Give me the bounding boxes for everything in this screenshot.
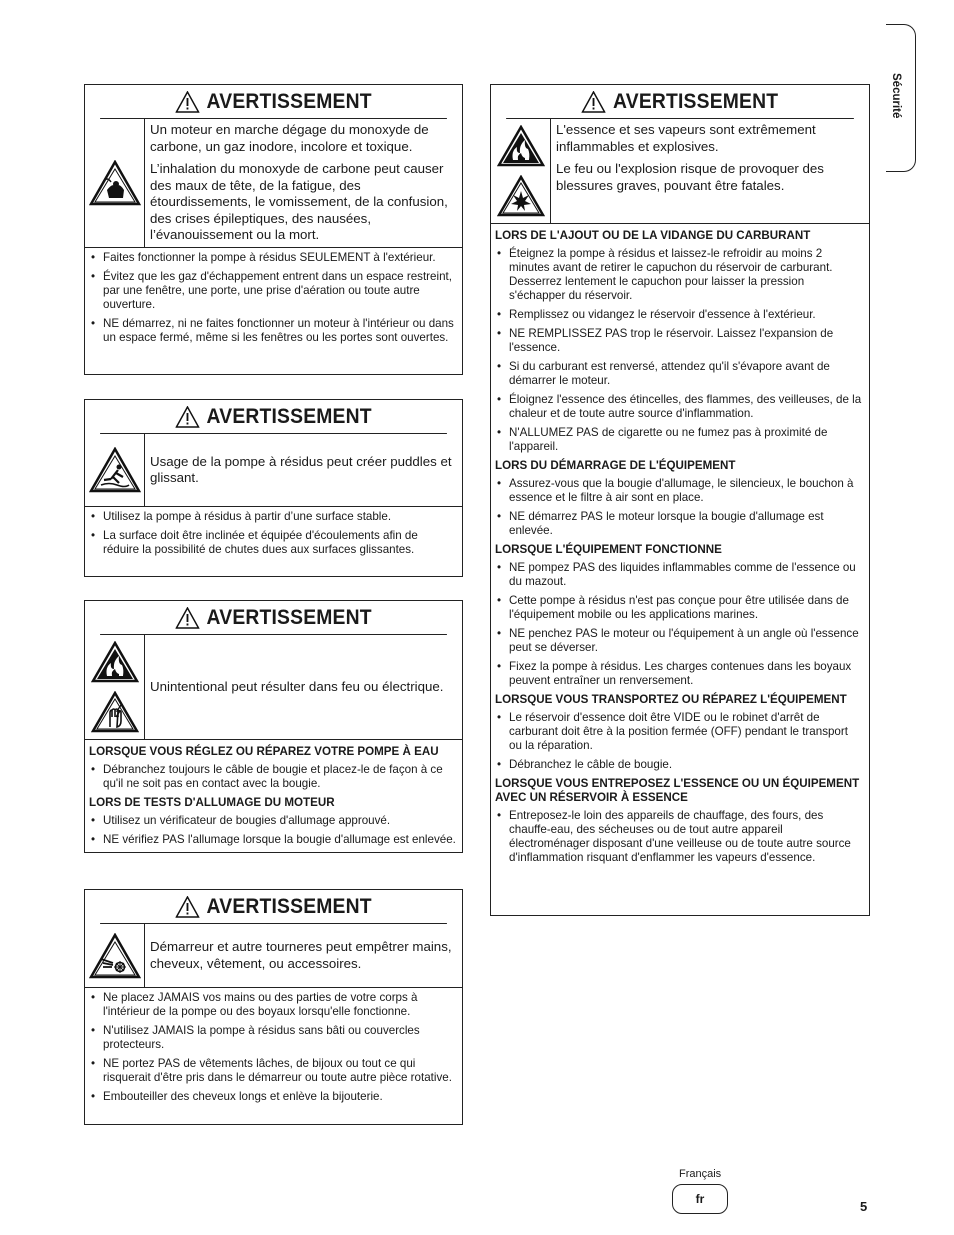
warning-title: AVERTISSEMENT xyxy=(206,894,372,918)
section-heading: LORSQUE L'ÉQUIPEMENT FONCTIONNE xyxy=(495,543,722,556)
list-item: • NE penchez PAS le moteur ou l'équipement à un angle où l'essence peut se déverser. xyxy=(495,627,863,655)
hazard-message: Unintentional peut résulter dans feu ou électrique. xyxy=(150,678,444,694)
warning-summary xyxy=(85,119,462,248)
list-item: • Débranchez toujours le câble de bougie et placez-le de façon à ce qu'il ne soit pas en contact avec la bougie. xyxy=(89,763,456,791)
warning-pictograms xyxy=(85,924,145,987)
alert-triangle-icon xyxy=(175,91,206,113)
section-tab xyxy=(886,24,916,172)
bullet-list xyxy=(89,510,456,557)
hazard-message: L'essence et ses vapeurs sont extrêmement inflammables et explosives. xyxy=(556,122,816,154)
bullet-list xyxy=(495,561,863,688)
section-tab-label: Sécurité xyxy=(890,73,902,119)
precaution-list xyxy=(85,507,462,566)
warning-box-slippery xyxy=(84,399,463,577)
list-item: • Débranchez le câble de bougie. xyxy=(495,758,863,772)
list-item: • Fixez la pompe à résidus. Les charges contenues dans les boyaux peuvent entraîner un renversement. xyxy=(495,660,863,688)
hazard-message: Le feu ou l'explosion risque de provoquer des blessures graves, pouvant être fatales. xyxy=(556,161,824,193)
list-item: • N'utilisez JAMAIS la pompe à résidus sans bâti ou couvercles protecteurs. xyxy=(89,1024,456,1052)
carbon-monoxide-icon xyxy=(89,160,141,206)
warning-messages xyxy=(145,635,462,739)
warning-summary xyxy=(85,635,462,740)
precaution-list xyxy=(491,224,869,874)
warning-messages xyxy=(145,924,462,987)
list-item: • NE pompez PAS des liquides inflammables comme de l'essence ou du mazout. xyxy=(495,561,863,589)
list-item: • NE portez PAS de vêtements lâches, de bijoux ou tout ce qui risquerait d'être pris dans le démarreur ou toute autre pièce rotative. xyxy=(89,1057,456,1085)
warning-messages xyxy=(551,119,869,223)
list-item: • Éloignez l'essence des étincelles, des flammes, des veilleuses, de la chaleur et de toute autre source d'inflammation. xyxy=(495,393,863,421)
section-heading: LORSQUE VOUS RÉGLEZ OU RÉPAREZ VOTRE POMPE À EAU xyxy=(89,745,439,758)
hazard-message: Usage de la pompe à résidus peut créer puddles et glissant. xyxy=(150,453,452,485)
bullet-list xyxy=(495,247,863,454)
hazard-message: Un moteur en marche dégage du monoxyde de carbone, un gaz inodore, incolore et toxique. xyxy=(150,122,429,154)
warning-header xyxy=(100,400,447,434)
warning-header xyxy=(100,890,447,924)
warning-title: AVERTISSEMENT xyxy=(613,89,779,113)
bullet-list xyxy=(495,809,863,865)
list-item: • Cette pompe à résidus n'est pas conçue pour être utilisée dans de l'équipement mobile ou les applications marines. xyxy=(495,594,863,622)
precaution-list xyxy=(85,248,462,354)
list-item: • Éteignez la pompe à résidus et laissez-le refroidir au moins 2 minutes avant de retirer le capuchon du réservoir de carburant. Desserrez lentement le capuchon pour laisser la pression s'échapper du réservoir. xyxy=(495,247,863,303)
section-heading: LORSQUE VOUS ENTREPOSEZ L'ESSENCE OU UN ÉQUIPEMENT AVEC UN RÉSERVOIR À ESSENCE xyxy=(495,777,860,804)
warning-summary xyxy=(85,924,462,988)
page-number: 5 xyxy=(860,1199,868,1214)
warning-header xyxy=(506,85,854,119)
warning-header xyxy=(100,85,447,119)
precaution-list xyxy=(85,988,462,1113)
list-item: • Embouteiller des cheveux longs et enlève la bijouterie. xyxy=(89,1090,456,1104)
list-item: • Le réservoir d'essence doit être VIDE ou le robinet d'arrêt de carburant doit être à la position fermée (OFF) pendant le transport ou la réparation. xyxy=(495,711,863,753)
list-item: • Assurez-vous que la bougie d'allumage, le silencieux, le bouchon à essence et le filtre à air sont en place. xyxy=(495,477,863,505)
list-item: • NE démarrez, ni ne faites fonctionner un moteur à l'intérieur ou dans un espace fermé, même si les fenêtres ou les portes sont ouvertes. xyxy=(89,317,456,345)
warning-box-entanglement xyxy=(84,889,463,1125)
warning-title: AVERTISSEMENT xyxy=(206,605,372,629)
entanglement-icon xyxy=(89,933,141,979)
warning-pictograms xyxy=(85,635,145,739)
list-item: • Utilisez la pompe à résidus à partir d’une surface stable. xyxy=(89,510,456,524)
list-item: • Ne placez JAMAIS vos mains ou des parties de votre corps à l'intérieur de la pompe ou des boyaux lorsqu'elle fonctionne. xyxy=(89,991,456,1019)
alert-triangle-icon xyxy=(582,91,613,113)
list-item: • Évitez que les gaz d'échappement entrent dans un espace restreint, par une fenêtre, une porte, une prise d'aération ou toute autre ouverture. xyxy=(89,270,456,312)
list-item: • NE REMPLISSEZ PAS trop le réservoir. Laissez l'expansion de l'essence. xyxy=(495,327,863,355)
bullet-list xyxy=(495,711,863,772)
warning-messages xyxy=(145,119,462,247)
warning-pictograms xyxy=(85,119,145,247)
section-heading: LORSQUE VOUS TRANSPORTEZ OU RÉPAREZ L'ÉQUIPEMENT xyxy=(495,693,847,706)
list-item: • NE vérifiez PAS l'allumage lorsque la bougie d'allumage est enlevée. xyxy=(89,833,456,847)
section-heading: LORS DE TESTS D'ALLUMAGE DU MOTEUR xyxy=(89,796,335,809)
language-badge: fr xyxy=(672,1184,728,1214)
warning-summary xyxy=(491,119,869,224)
warning-box-carbon-monoxide xyxy=(84,84,463,375)
bullet-list xyxy=(89,763,456,791)
list-item: • Si du carburant est renversé, attendez qu'il s'évapore avant de démarrer le moteur. xyxy=(495,360,863,388)
language-label: Français xyxy=(679,1168,722,1180)
list-item: • Faites fonctionner la pompe à résidus SEULEMENT à l'extérieur. xyxy=(89,251,456,265)
warning-title: AVERTISSEMENT xyxy=(206,404,372,428)
warning-pictograms xyxy=(85,434,145,506)
list-item: • Remplissez ou vidangez le réservoir d'essence à l'extérieur. xyxy=(495,308,863,322)
section-heading: LORS DE L'AJOUT OU DE LA VIDANGE DU CARBURANT xyxy=(495,229,811,242)
alert-triangle-icon xyxy=(175,896,206,918)
warning-header xyxy=(100,601,447,635)
precaution-list xyxy=(85,740,462,856)
warning-box-fuel xyxy=(490,84,870,916)
bullet-list xyxy=(89,251,456,345)
slippery-surface-icon xyxy=(89,447,141,493)
bullet-list xyxy=(495,477,863,538)
warning-messages xyxy=(145,434,462,506)
list-item: • N'ALLUMEZ PAS de cigarette ou ne fumez pas à proximité de l'appareil. xyxy=(495,426,863,454)
alert-triangle-icon xyxy=(175,406,206,428)
warning-summary xyxy=(85,434,462,507)
explosion-icon xyxy=(497,175,545,217)
warning-box-fire-electric xyxy=(84,600,463,853)
warning-pictograms xyxy=(491,119,551,223)
list-item: • NE démarrez PAS le moteur lorsque la bougie d'allumage est enlevée. xyxy=(495,510,863,538)
electric-shock-icon xyxy=(91,691,139,733)
fire-icon xyxy=(497,125,545,167)
alert-triangle-icon xyxy=(175,607,206,629)
fire-icon xyxy=(91,641,139,683)
bullet-list xyxy=(89,814,456,847)
section-heading: LORS DU DÉMARRAGE DE L'ÉQUIPEMENT xyxy=(495,459,736,472)
hazard-message: Démarreur et autre tourneres peut empêtrer mains, cheveux, vêtement, ou accessoires. xyxy=(150,939,452,971)
hazard-message: L’inhalation du monoxyde de carbone peut causer des maux de tête, de la fatigue, des étourdissements, le vomissement, de la confusion, des crises épileptiques, des nausées, l’évanouissement ou la mort. xyxy=(150,161,448,242)
list-item: • La surface doit être inclinée et équipée d'écoulements afin de réduire la possibilité de chutes dues aux surfaces glissantes. xyxy=(89,529,456,557)
list-item: • Entreposez-le loin des appareils de chauffage, des fours, des chauffe-eau, des sécheuses ou de tout autre appareil électroménager disposant d'une veilleuse ou de toute autre source d'inflammation risquant d'enflammer les vapeurs d'essence. xyxy=(495,809,863,865)
bullet-list xyxy=(89,991,456,1104)
list-item: • Utilisez un vérificateur de bougies d'allumage approuvé. xyxy=(89,814,456,828)
warning-title: AVERTISSEMENT xyxy=(206,89,372,113)
